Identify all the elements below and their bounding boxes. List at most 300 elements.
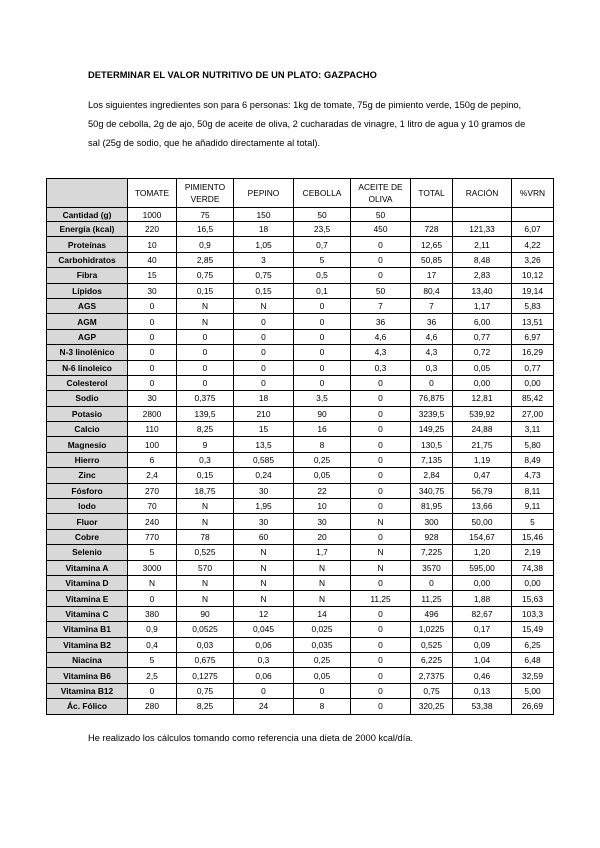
table-cell: 0,045 <box>234 622 294 637</box>
table-cell: 0 <box>128 683 177 698</box>
table-cell: 0 <box>411 575 453 590</box>
table-cell <box>512 208 554 222</box>
row-label: Zinc <box>47 468 128 483</box>
table-cell: 496 <box>411 606 453 621</box>
table-cell: 0 <box>351 437 411 452</box>
table-cell: 0,47 <box>453 468 512 483</box>
table-cell: 1,19 <box>453 452 512 467</box>
table-cell: 30 <box>234 483 294 498</box>
table-cell: 0 <box>177 375 234 390</box>
table-row <box>47 222 554 237</box>
table-cell: 0 <box>234 360 294 375</box>
table-cell: N <box>177 314 234 329</box>
table-cell <box>453 208 512 222</box>
table-cell: 0,00 <box>512 375 554 390</box>
table-row <box>47 468 554 483</box>
table-cell: 4,6 <box>351 329 411 344</box>
row-label: Fibra <box>47 268 128 283</box>
table-cell: 270 <box>128 483 177 498</box>
table-row <box>47 622 554 637</box>
table-row <box>47 683 554 698</box>
table-cell: 0 <box>234 375 294 390</box>
table-cell: 1,05 <box>234 237 294 252</box>
table-cell: 0 <box>294 345 351 360</box>
table-cell: 0,00 <box>512 575 554 590</box>
table-cell: 20 <box>294 529 351 544</box>
table-cell: 0,9 <box>177 237 234 252</box>
table-cell: 1,0225 <box>411 622 453 637</box>
table-cell: 0 <box>177 360 234 375</box>
table-cell: 81,95 <box>411 499 453 514</box>
table-cell: 26,69 <box>512 699 554 714</box>
table-cell: 0,5 <box>294 268 351 283</box>
table-cell: 23,5 <box>294 222 351 237</box>
row-label: Cobre <box>47 529 128 544</box>
table-cell: 0 <box>351 683 411 698</box>
table-cell: 2800 <box>128 406 177 421</box>
table-cell: 0 <box>351 391 411 406</box>
table-cell: N <box>177 591 234 606</box>
table-cell: 0 <box>177 329 234 344</box>
table-row <box>47 575 554 590</box>
table-cell: 0,7 <box>294 237 351 252</box>
table-cell: 6,07 <box>512 222 554 237</box>
table-row <box>47 560 554 575</box>
table-cell: 53,38 <box>453 699 512 714</box>
table-cell: 0,75 <box>411 683 453 698</box>
table-cell: N <box>177 298 234 313</box>
table-cell: 0,3 <box>411 360 453 375</box>
row-label: Iodo <box>47 499 128 514</box>
table-cell: 15,46 <box>512 529 554 544</box>
table-cell: 0,03 <box>177 637 234 652</box>
table-cell: 0,025 <box>294 622 351 637</box>
table-cell: 5,80 <box>512 437 554 452</box>
table-cell: 0 <box>351 406 411 421</box>
table-row <box>47 606 554 621</box>
row-label: Fluor <box>47 514 128 529</box>
table-cell: 6,48 <box>512 652 554 667</box>
table-cell: 90 <box>294 406 351 421</box>
table-cell: 0,75 <box>177 268 234 283</box>
table-row <box>47 668 554 683</box>
table-cell: 139,5 <box>177 406 234 421</box>
table-cell: 8 <box>294 437 351 452</box>
table-cell: 1,88 <box>453 591 512 606</box>
table-cell: 1,95 <box>234 499 294 514</box>
table-cell: 6,225 <box>411 652 453 667</box>
table-cell: 0,15 <box>177 283 234 298</box>
row-label: AGM <box>47 314 128 329</box>
table-cell: 0 <box>294 329 351 344</box>
table-cell: 0,46 <box>453 668 512 683</box>
table-cell: 80,4 <box>411 283 453 298</box>
row-label: AGS <box>47 298 128 313</box>
table-cell: 0 <box>351 268 411 283</box>
table-cell: 570 <box>177 560 234 575</box>
table-cell: 50 <box>294 208 351 222</box>
row-label: Sodio <box>47 391 128 406</box>
table-cell: 4,22 <box>512 237 554 252</box>
table-cell: 103,3 <box>512 606 554 621</box>
table-cell: 5 <box>512 514 554 529</box>
table-cell: 0 <box>177 345 234 360</box>
table-cell: 50 <box>351 208 411 222</box>
table-cell: 0,75 <box>234 268 294 283</box>
row-label: Lípidos <box>47 283 128 298</box>
table-cell: 0,1275 <box>177 668 234 683</box>
table-cell: N <box>177 575 234 590</box>
table-cell: 0,06 <box>234 637 294 652</box>
table-cell: 15 <box>128 268 177 283</box>
row-label: Colesterol <box>47 375 128 390</box>
table-cell: 539,92 <box>453 406 512 421</box>
table-cell: 70 <box>128 499 177 514</box>
table-cell: 0,05 <box>294 468 351 483</box>
table-cell: 0,585 <box>234 452 294 467</box>
table-cell: 7 <box>351 298 411 313</box>
table-cell: N <box>294 575 351 590</box>
table-cell: 14 <box>294 606 351 621</box>
table-cell: 0 <box>351 652 411 667</box>
table-cell: 0 <box>128 314 177 329</box>
table-cell: 30 <box>294 514 351 529</box>
table-cell: 0 <box>351 637 411 652</box>
row-label: Vitamina B2 <box>47 637 128 652</box>
table-cell: 1000 <box>128 208 177 222</box>
nutrition-table <box>46 178 554 715</box>
table-cell: 2,11 <box>453 237 512 252</box>
table-cell: 7,135 <box>411 452 453 467</box>
table-cell: 56,79 <box>453 483 512 498</box>
table-cell: 6,25 <box>512 637 554 652</box>
table-cell: N <box>177 499 234 514</box>
row-label: Vitamina D <box>47 575 128 590</box>
table-cell: 0 <box>234 683 294 698</box>
table-cell: 0 <box>351 468 411 483</box>
table-cell: 8,25 <box>177 422 234 437</box>
table-cell: 0,15 <box>234 283 294 298</box>
table-row <box>47 391 554 406</box>
table-cell: 19,14 <box>512 283 554 298</box>
table-cell: 8,48 <box>453 252 512 267</box>
table-row <box>47 499 554 514</box>
table-cell: 0 <box>351 375 411 390</box>
table-cell: 770 <box>128 529 177 544</box>
table-cell: N <box>234 591 294 606</box>
table-cell: 595,00 <box>453 560 512 575</box>
document-title: DETERMINAR EL VALOR NUTRITIVO DE UN PLATO: GAZPACHO <box>88 70 377 80</box>
table-cell: 2,4 <box>128 468 177 483</box>
table-cell: N <box>234 298 294 313</box>
table-cell: 2,7375 <box>411 668 453 683</box>
footer-note: He realizado los cálculos tomando como referencia una dieta de 2000 kcal/día. <box>88 733 414 743</box>
table-row <box>47 529 554 544</box>
table-cell: 15 <box>234 422 294 437</box>
row-label: Calcio <box>47 422 128 437</box>
table-cell: 0,72 <box>453 345 512 360</box>
table-cell: 240 <box>128 514 177 529</box>
column-header: TOMATE <box>128 179 177 208</box>
table-cell: 3570 <box>411 560 453 575</box>
table-cell: 320,25 <box>411 699 453 714</box>
row-label: Vitamina B12 <box>47 683 128 698</box>
table-cell: 2,84 <box>411 468 453 483</box>
table-cell: 0,3 <box>351 360 411 375</box>
table-cell: 13,51 <box>512 314 554 329</box>
table-cell: N <box>294 591 351 606</box>
table-row <box>47 375 554 390</box>
table-cell: 50 <box>351 283 411 298</box>
table-cell: 13,40 <box>453 283 512 298</box>
table-cell: 130,5 <box>411 437 453 452</box>
table-row <box>47 591 554 606</box>
table-row <box>47 345 554 360</box>
table-cell: 27,00 <box>512 406 554 421</box>
table-cell: 0,9 <box>128 622 177 637</box>
table-cell: N <box>234 575 294 590</box>
table-cell: 30 <box>128 391 177 406</box>
table-cell: 32,59 <box>512 668 554 683</box>
table-cell: N <box>128 575 177 590</box>
table-cell: 0 <box>351 483 411 498</box>
table-cell: 121,33 <box>453 222 512 237</box>
row-label: Niacina <box>47 652 128 667</box>
row-label: Vitamina B6 <box>47 668 128 683</box>
table-cell: 9,11 <box>512 499 554 514</box>
table-cell: 74,38 <box>512 560 554 575</box>
table-cell: 15,63 <box>512 591 554 606</box>
table-cell: 6,97 <box>512 329 554 344</box>
table-cell: 0 <box>351 237 411 252</box>
table-cell: 0 <box>351 699 411 714</box>
table-cell: 210 <box>234 406 294 421</box>
table-cell: N <box>234 545 294 560</box>
table-cell: 12,81 <box>453 391 512 406</box>
row-label: Vitamina E <box>47 591 128 606</box>
table-cell: 0,13 <box>453 683 512 698</box>
row-label: Potasio <box>47 406 128 421</box>
table-row <box>47 452 554 467</box>
table-cell: 8,25 <box>177 699 234 714</box>
row-label: Vitamina B1 <box>47 622 128 637</box>
table-cell: 1,7 <box>294 545 351 560</box>
table-cell: 16,5 <box>177 222 234 237</box>
table-cell: 18 <box>234 391 294 406</box>
table-cell: 30 <box>234 514 294 529</box>
table-cell: 0 <box>294 314 351 329</box>
table-cell: 24,88 <box>453 422 512 437</box>
table-cell: 2,83 <box>453 268 512 283</box>
table-cell: 8,49 <box>512 452 554 467</box>
table-row <box>47 652 554 667</box>
table-cell: 0 <box>351 575 411 590</box>
table-cell: 7,225 <box>411 545 453 560</box>
row-label: Cantidad (g) <box>47 208 128 222</box>
row-label: Selenio <box>47 545 128 560</box>
table-cell: 0,035 <box>294 637 351 652</box>
table-cell: 2,85 <box>177 252 234 267</box>
table-cell: 21,75 <box>453 437 512 452</box>
table-cell: 0,675 <box>177 652 234 667</box>
table-cell: 36 <box>411 314 453 329</box>
table-cell: 5 <box>128 652 177 667</box>
table-cell: 2,19 <box>512 545 554 560</box>
table-cell: 0 <box>128 298 177 313</box>
row-label: Fósforo <box>47 483 128 498</box>
table-cell: 0,3 <box>177 452 234 467</box>
table-cell: N <box>351 545 411 560</box>
table-cell: 85,42 <box>512 391 554 406</box>
table-row <box>47 314 554 329</box>
table-cell: 0 <box>351 452 411 467</box>
table-cell: 450 <box>351 222 411 237</box>
table-cell: 0 <box>128 360 177 375</box>
table-cell: 0 <box>234 314 294 329</box>
table-header-row <box>47 179 554 208</box>
table-cell: 928 <box>411 529 453 544</box>
row-label: Proteínas <box>47 237 128 252</box>
table-cell: 340,75 <box>411 483 453 498</box>
table-cell: 10,12 <box>512 268 554 283</box>
table-cell: 0 <box>294 683 351 698</box>
table-cell: 0 <box>294 360 351 375</box>
table-cell: 0 <box>351 422 411 437</box>
table-row <box>47 252 554 267</box>
row-label: Energía (kcal) <box>47 222 128 237</box>
table-cell: 0,525 <box>411 637 453 652</box>
intro-paragraph: Los siguientes ingredientes son para 6 personas: 1kg de tomate, 75g de pimiento verde, 150g de pepino, 50g de cebolla, 2g de ajo, 50g de aceite de oliva, 2 cucharadas de vinagre, 1 litro de agua y 10 gramos de sal (25g de sodio, que he añadido directamente al total). <box>88 100 526 148</box>
table-cell: 380 <box>128 606 177 621</box>
table-cell: 0,0525 <box>177 622 234 637</box>
table-cell: 22 <box>294 483 351 498</box>
table-cell: 9 <box>177 437 234 452</box>
table-row <box>47 437 554 452</box>
table-row <box>47 483 554 498</box>
column-header: %VRN <box>512 179 554 208</box>
table-cell: 2,5 <box>128 668 177 683</box>
table-cell: 0,1 <box>294 283 351 298</box>
table-cell: 5,00 <box>512 683 554 698</box>
table-cell: 30 <box>128 283 177 298</box>
column-header: ACEITE DE OLIVA <box>351 179 411 208</box>
table-cell: 11,25 <box>351 591 411 606</box>
table-cell: 110 <box>128 422 177 437</box>
table-cell: 75 <box>177 208 234 222</box>
table-cell: 149,25 <box>411 422 453 437</box>
table-cell: 4,3 <box>351 345 411 360</box>
column-header: TOTAL <box>411 179 453 208</box>
table-cell: 728 <box>411 222 453 237</box>
table-cell: 0,25 <box>294 452 351 467</box>
table-cell: 0,75 <box>177 683 234 698</box>
table-cell: 0 <box>351 668 411 683</box>
table-row <box>47 329 554 344</box>
table-cell: 13,5 <box>234 437 294 452</box>
table-cell: 3,11 <box>512 422 554 437</box>
table-cell: 16 <box>294 422 351 437</box>
table-cell: 15,49 <box>512 622 554 637</box>
table-cell: 40 <box>128 252 177 267</box>
table-cell: 0 <box>234 329 294 344</box>
table-cell: 154,67 <box>453 529 512 544</box>
table-row <box>47 237 554 252</box>
table-cell: 0,25 <box>294 652 351 667</box>
column-header: PEPINO <box>234 179 294 208</box>
table-cell: 12,65 <box>411 237 453 252</box>
table-cell: 0 <box>351 606 411 621</box>
table-cell: 0 <box>128 375 177 390</box>
row-label: Vitamina C <box>47 606 128 621</box>
table-cell: 18 <box>234 222 294 237</box>
table-cell: 4,6 <box>411 329 453 344</box>
table-cell: 0 <box>351 499 411 514</box>
table-row <box>47 514 554 529</box>
table-cell: 16,29 <box>512 345 554 360</box>
table-cell: 1,04 <box>453 652 512 667</box>
table-cell: 5 <box>294 252 351 267</box>
row-label: Hierro <box>47 452 128 467</box>
table-cell: 0,00 <box>453 575 512 590</box>
table-row <box>47 298 554 313</box>
table-cell: 24 <box>234 699 294 714</box>
table-cell: 0 <box>294 298 351 313</box>
table-cell: 220 <box>128 222 177 237</box>
row-label: Carbohidratos <box>47 252 128 267</box>
table-cell: 10 <box>294 499 351 514</box>
table-row <box>47 545 554 560</box>
table-cell: 150 <box>234 208 294 222</box>
table-cell: 0 <box>351 622 411 637</box>
table-cell: 18,75 <box>177 483 234 498</box>
table-cell: 0,77 <box>453 329 512 344</box>
table-cell: 36 <box>351 314 411 329</box>
table-cell: 5,83 <box>512 298 554 313</box>
table-cell: 6 <box>128 452 177 467</box>
column-header <box>47 179 128 208</box>
table-cell: 4,3 <box>411 345 453 360</box>
table-cell: 3239,5 <box>411 406 453 421</box>
table-cell: 0,06 <box>234 668 294 683</box>
table-cell: 17 <box>411 268 453 283</box>
table-cell: 0 <box>351 529 411 544</box>
table-cell: 90 <box>177 606 234 621</box>
table-row <box>47 360 554 375</box>
table-cell: 0 <box>128 591 177 606</box>
table-cell: 100 <box>128 437 177 452</box>
table-row <box>47 283 554 298</box>
table-cell: N <box>234 560 294 575</box>
table-cell: 0,17 <box>453 622 512 637</box>
table-cell: 11,25 <box>411 591 453 606</box>
table-cell: 0,3 <box>234 652 294 667</box>
table-cell: 7 <box>411 298 453 313</box>
table-cell: 300 <box>411 514 453 529</box>
table-cell: 0 <box>128 329 177 344</box>
table-cell: 0 <box>234 345 294 360</box>
column-header: RACIÓN <box>453 179 512 208</box>
row-label: N-3 linolénico <box>47 345 128 360</box>
table-cell: 60 <box>234 529 294 544</box>
table-cell: 0 <box>294 375 351 390</box>
table-cell: 50,00 <box>453 514 512 529</box>
table-cell: 10 <box>128 237 177 252</box>
table-cell: 0,09 <box>453 637 512 652</box>
table-cell: 0,00 <box>453 375 512 390</box>
table-cell <box>411 208 453 222</box>
table-cell: 50,85 <box>411 252 453 267</box>
table-cell: N <box>351 560 411 575</box>
